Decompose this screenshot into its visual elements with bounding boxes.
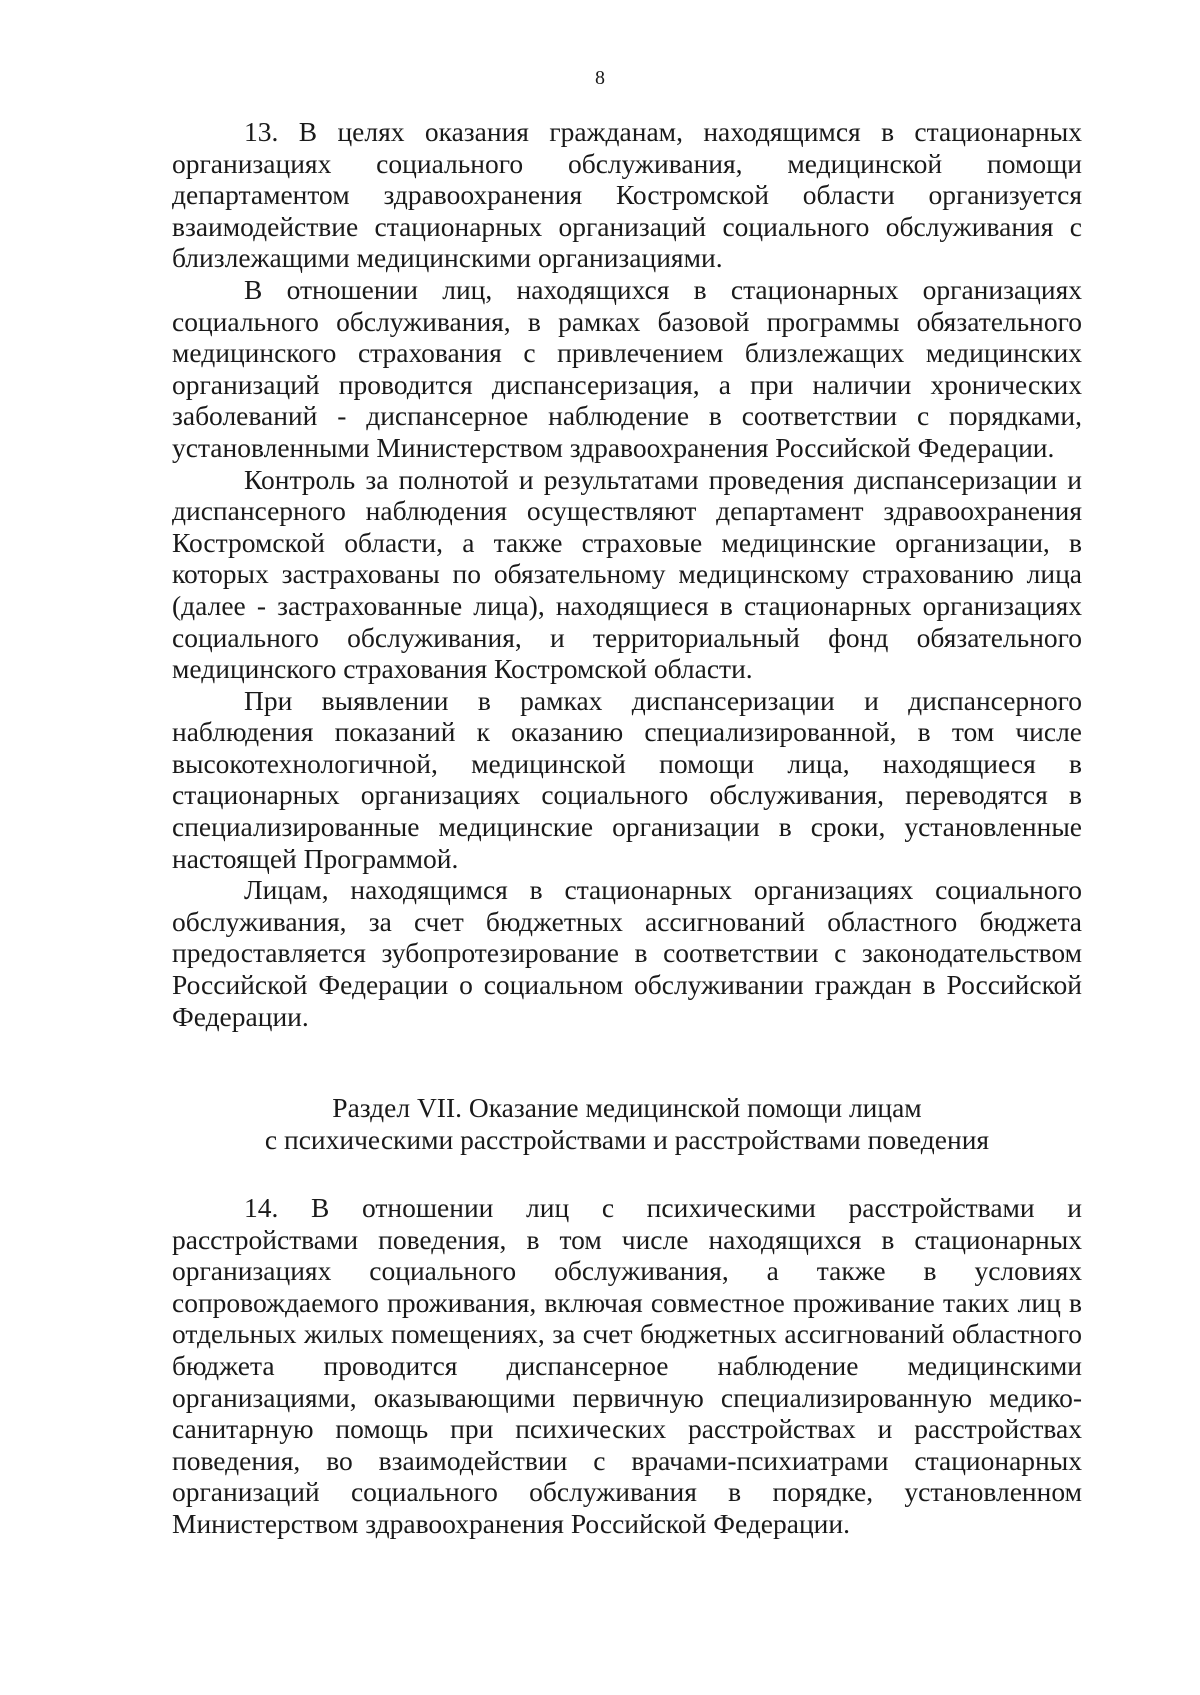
section-7-body [172,1192,1082,1540]
paragraph-14: 14. В отношении лиц с психическими расстройствами и расстройствами поведения, в том числе находящихся в стационарных организациях социального обслуживания, а также в условиях сопровождаемого проживания, включая совместное проживание таких лиц в отдельных жилых помещениях, за счет бюджетных ассигнований областного бюджета проводится диспансерное наблюдение медицинскими организациями, оказывающими первичную специализированную медико-санитарную помощь при психических расстройствах и расстройствах поведения, во взаимодействии с врачами-психиатрами стационарных организаций социального обслуживания в порядке, установленном Министерством здравоохранения Российской Федерации. [172,1192,1082,1539]
section-13-body [172,116,1082,1032]
section-7-heading-line2: с психическими расстройствами и расстройствами поведения [264,1123,990,1155]
section-7-heading [172,1092,1082,1155]
section-7-heading-line1: Раздел VII. Оказание медицинской помощи лицам [332,1092,922,1123]
paragraph-13-control: Контроль за полнотой и результатами проведения диспансеризации и диспансерного наблюдения осуществляют департамент здравоохранения Костромской области, а также страховые медицинские организации, в которых застрахованы по обязательному медицинскому страхованию лица (далее - застрахованные лица), находящиеся в стационарных организациях социального обслуживания, и территориальный фонд обязательного медицинского страхования Костромской области. [172,463,1082,685]
paragraph-13-dispanserization: В отношении лиц, находящихся в стационарных организациях социального обслуживания, в рамках базовой программы обязательного медицинского страхования с привлечением близлежащих медицинских организаций проводится диспансеризация, а при наличии хронических заболеваний - диспансерное наблюдение в соответствии с порядками, установленными Министерством здравоохранения Российской Федерации. [172,273,1082,463]
page-number: 8 [595,67,605,89]
paragraph-13-intro: 13. В целях оказания гражданам, находящимся в стационарных организациях социального обслуживания, медицинской помощи департаментом здравоохранения Костромской области организуется взаимодействие стационарных организаций социального обслуживания с близлежащими медицинскими организациями. [172,116,1082,274]
paragraph-13-dental: Лицам, находящимся в стационарных организациях социального обслуживания, за счет бюджетных ассигнований областного бюджета предоставляется зубопротезирование в соответствии с законодательством Российской Федерации о социальном обслуживании граждан в Российской Федерации. [172,874,1082,1032]
paragraph-13-specialized-care: При выявлении в рамках диспансеризации и диспансерного наблюдения показаний к оказанию специализированной, в том числе высокотехнологичной, медицинской помощи лица, находящиеся в стационарных организациях социального обслуживания, переводятся в специализированные медицинские организации в сроки, установленные настоящей Программой. [172,684,1082,874]
